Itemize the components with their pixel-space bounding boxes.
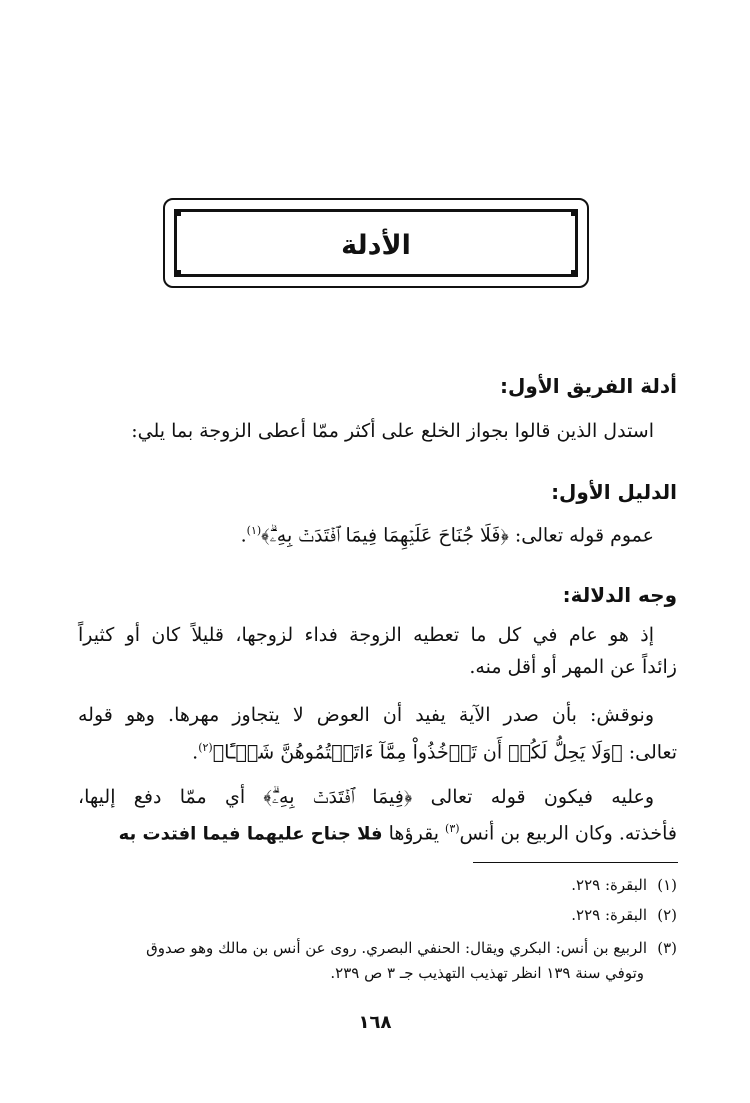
paragraph-line: زائداً عن المهر أو أقل منه. bbox=[469, 656, 677, 678]
footnote-continuation: وتوفي سنة ١٣٩ انظر تهذيب التهذيب جـ ٣ ص ٢٣٩. bbox=[330, 964, 644, 982]
footnote bbox=[78, 873, 677, 897]
line-mid: يقرؤها bbox=[382, 822, 446, 845]
inference-heading: وجه الدلالة: bbox=[562, 583, 677, 607]
chapter-title: الأدلة bbox=[341, 230, 411, 261]
footnote-text: البقرة: ٢٢٩. bbox=[571, 876, 647, 894]
verse-tail: أي ممّا دفع إليها، bbox=[78, 786, 264, 808]
section-heading: أدلة الفريق الأول: bbox=[500, 374, 677, 398]
footnote bbox=[78, 936, 677, 960]
footnote-ref: (١) bbox=[246, 524, 262, 537]
paragraph-line: إذ هو عام في كل ما تعطيه الزوجة فداء لزوجها، قليلاً كان أو كثيراً bbox=[78, 624, 654, 646]
title-inner-frame bbox=[174, 209, 578, 277]
verse-lead: تعالى: bbox=[622, 741, 677, 764]
verse-end: . bbox=[192, 741, 199, 764]
footnote-text: الربيع بن أنس: البكري ويقال: الحنفي البصري. روى عن أنس بن مالك وهو صدوق bbox=[146, 939, 647, 957]
evidence-end: . bbox=[240, 524, 247, 547]
line-start: فأخذته. وكان الربيع بن أنس bbox=[459, 822, 677, 845]
intro-paragraph: استدل الذين قالوا بجواز الخلع على أكثر ممّا أعطى الزوجة بما يلي: bbox=[131, 420, 654, 442]
quran-verse: ﴿فَلَا جُنَاحَ عَلَيۡهِمَا فِيمَا ٱفۡتَدَتۡ بِهِۦۗ﴾ bbox=[261, 524, 509, 547]
evidence-lead: عموم قوله تعالى: bbox=[508, 524, 654, 547]
footnote-number: (٢) bbox=[657, 906, 677, 924]
quran-verse: ﴿وَلَا يَحِلُّ لَكُمۡ أَن تَأۡخُذُواْ مِمَّآ ءَاتَيۡتُمُوهُنَّ شَيۡـًٔا﴾ bbox=[212, 741, 623, 764]
frame-corner bbox=[571, 270, 578, 277]
title-frame bbox=[163, 198, 589, 288]
bold-reading: فلا جناح عليهما فيما افتدت به bbox=[118, 823, 383, 845]
quran-verse: ﴿فِيمَا ٱفۡتَدَتۡ بِهِۦۗ﴾ bbox=[263, 786, 413, 808]
footnote-ref: (٣) bbox=[445, 822, 460, 835]
frame-corner bbox=[174, 270, 181, 277]
paragraph-line bbox=[78, 782, 654, 812]
page-number: ١٦٨ bbox=[358, 1012, 392, 1033]
footnote-separator bbox=[473, 862, 678, 863]
paragraph-line bbox=[78, 733, 677, 767]
footnote-ref: (٢) bbox=[198, 741, 213, 754]
frame-corner bbox=[174, 209, 181, 216]
verse-lead: وعليه فيكون قوله تعالى bbox=[412, 786, 654, 808]
footnote-number: (٣) bbox=[657, 939, 677, 957]
footnote bbox=[78, 903, 677, 927]
paragraph-line bbox=[78, 814, 677, 849]
footnote-number: (١) bbox=[657, 876, 677, 894]
footnote-text: البقرة: ٢٢٩. bbox=[571, 906, 647, 924]
paragraph-line: ونوقش: بأن صدر الآية يفيد أن العوض لا يتجاوز مهرها. وهو قوله bbox=[78, 704, 654, 726]
evidence-heading: الدليل الأول: bbox=[551, 480, 677, 504]
frame-corner bbox=[571, 209, 578, 216]
evidence-text bbox=[78, 516, 654, 550]
